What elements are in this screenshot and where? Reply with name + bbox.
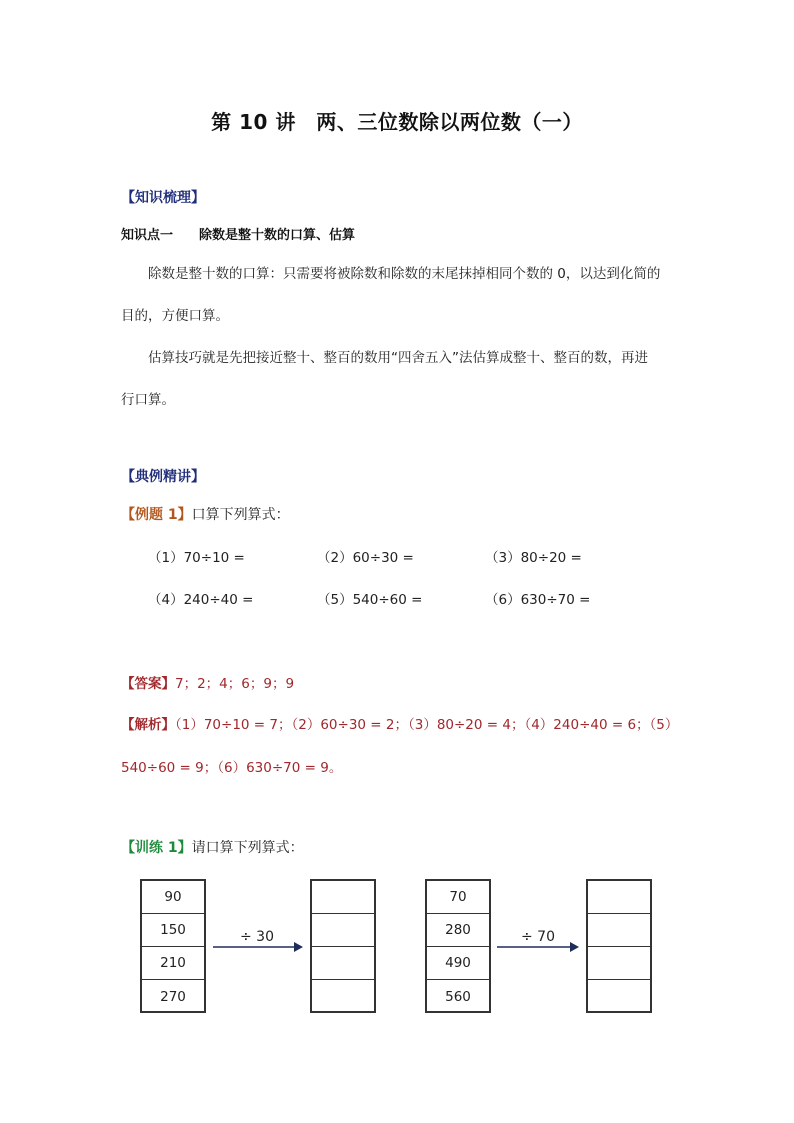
operator-label-2: ÷ 70 — [521, 929, 555, 945]
training-1-header — [121, 837, 304, 857]
answer-cell[interactable] — [312, 914, 374, 947]
answer-cell[interactable] — [312, 980, 374, 1013]
answer-tag: 【答案】 — [121, 676, 175, 692]
input-cell: 210 — [142, 947, 204, 980]
input-cell: 280 — [427, 914, 489, 947]
input-cell: 70 — [427, 881, 489, 914]
paragraph-1-line-2: 目的，方便口算。 — [121, 308, 229, 324]
knowledge-point-label: 知识点一 除数是整十数的口算、估算 — [121, 228, 356, 243]
question-5: （5）540÷60 = — [317, 592, 423, 608]
section-heading-examples: 【典例精讲】 — [121, 469, 205, 485]
operator-label-1: ÷ 30 — [240, 929, 274, 945]
answer-cell[interactable] — [588, 914, 650, 947]
example-1-header — [121, 504, 290, 524]
input-cell: 90 — [142, 881, 204, 914]
paragraph-1-line-1: 除数是整十数的口算：只需要将被除数和除数的末尾抹掉相同个数的 0，以达到化简的 — [148, 266, 661, 282]
example-1-tag: 【例题 1】 — [121, 507, 192, 523]
analysis-line-2: 540÷60 = 9；（6）630÷70 = 9。 — [121, 760, 343, 776]
input-cell: 270 — [160, 988, 186, 1005]
answer-cell[interactable] — [588, 980, 650, 1013]
input-cell: 490 — [427, 947, 489, 980]
question-1: （1）70÷10 = — [148, 550, 245, 566]
answer-cell[interactable] — [312, 947, 374, 980]
answer-cell[interactable] — [588, 947, 650, 980]
analysis-text-1: （1）70÷10 = 7；（2）60÷30 = 2；（3）80÷20 = 4；（4）240÷40 = 6；（5） — [175, 717, 679, 733]
answer-column-2[interactable] — [586, 879, 652, 1013]
analysis-tag: 【解析】 — [121, 717, 175, 733]
example-1-text: 口算下列算式： — [191, 507, 290, 523]
input-column-2 — [425, 879, 491, 1013]
paragraph-2-line-2: 行口算。 — [121, 392, 175, 408]
page-title: 第 10 讲 两、三位数除以两位数（一） — [211, 110, 583, 134]
arrow-right-icon — [212, 940, 304, 954]
answer-column-1[interactable] — [310, 879, 376, 1013]
input-column-1 — [140, 879, 206, 1013]
question-4: （4）240÷40 = — [148, 592, 254, 608]
question-2: （2）60÷30 = — [317, 550, 414, 566]
section-heading-knowledge: 【知识梳理】 — [121, 190, 205, 206]
input-cell: 150 — [142, 914, 204, 947]
answer-cell[interactable] — [588, 881, 650, 914]
arrow-right-icon — [496, 940, 580, 954]
training-1-text: 请口算下列算式： — [191, 840, 304, 856]
training-1-tag: 【训练 1】 — [121, 840, 192, 856]
answer-cell[interactable] — [312, 881, 374, 914]
question-6: （6）630÷70 = — [485, 592, 591, 608]
analysis-line-1 — [121, 713, 678, 733]
paragraph-2-line-1: 估算技巧就是先把接近整十、整百的数用“四舍五入”法估算成整十、整百的数，再进 — [148, 350, 648, 366]
input-cell: 560 — [445, 988, 471, 1005]
answer-text: 7；2；4；6；9；9 — [175, 676, 295, 692]
question-3: （3）80÷20 = — [485, 550, 582, 566]
answer-line — [121, 672, 294, 692]
